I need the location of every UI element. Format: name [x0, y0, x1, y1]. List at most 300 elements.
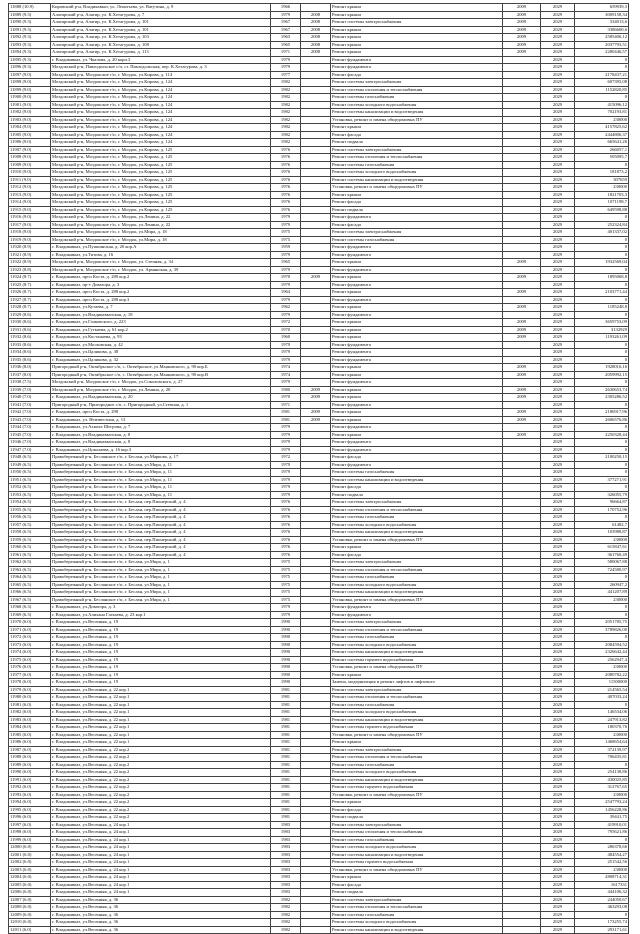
cell-row-number: 11993 (6.0): [9, 791, 51, 799]
cell-row-number: 11967 (6.5): [9, 596, 51, 604]
cell-end-year: 2029: [541, 686, 575, 694]
cell-row-number: 11914 (9.0): [9, 199, 51, 207]
cell-year-built: 1975: [271, 581, 301, 589]
cell-end-year: 2029: [541, 454, 575, 462]
cell-end-year: 2029: [541, 874, 575, 882]
cell-row-number: 11919 (9.0): [9, 236, 51, 244]
cell-cost: 247913,82: [575, 716, 629, 724]
cell-year-repaired: [301, 364, 331, 372]
cell-address: Моздокский р-н, Моздокское г/п, г. Моздок, ул.Кирова, д. 124: [51, 124, 271, 132]
cell-row-number: 11924 (8.7): [9, 274, 51, 282]
cell-work-type: Ремонт системы газоснабжения: [331, 836, 503, 844]
cell-address: г. Владикавказ, ул.Весенняя, д. 22 кор.2: [51, 806, 271, 814]
cell-end-year: 2029: [541, 266, 575, 274]
cell-row-number: 11982 (6.0): [9, 709, 51, 717]
cell-row-number: 11973 (6.0): [9, 641, 51, 649]
cell-row-number: 11912 (9.0): [9, 184, 51, 192]
cell-work-type: Ремонт фундамента: [331, 439, 503, 447]
cell-end-year: 2029: [541, 64, 575, 72]
cell-work-type: Ремонт системы отопления и теплоснабжения: [331, 904, 503, 912]
table-row: [9, 416, 629, 424]
cell-start-year: [503, 461, 541, 469]
table-row: [9, 19, 629, 27]
table-row: [9, 281, 629, 289]
cell-year-built: 1976: [271, 551, 301, 559]
cell-address: г. Владикавказ, ул.Галковского, д. 223: [51, 319, 271, 327]
cell-row-number: 11946 (7.0): [9, 439, 51, 447]
cell-year-built: 1982: [271, 86, 301, 94]
cell-year-repaired: 2008: [301, 34, 331, 42]
table-row: [9, 476, 629, 484]
cell-cost: 659939,3: [575, 4, 629, 12]
cell-start-year: [503, 529, 541, 537]
cell-address: Пригородный р-н, Пригородное с/п, с. Пригородный, ул.Степная, д. 1: [51, 401, 271, 409]
table-row: [9, 761, 629, 769]
cell-start-year: [503, 131, 541, 139]
cell-row-number: 11983 (6.0): [9, 716, 51, 724]
cell-end-year: 2029: [541, 319, 575, 327]
cell-row-number: 11960 (6.5): [9, 544, 51, 552]
cell-year-repaired: [301, 304, 331, 312]
cell-year-repaired: [301, 356, 331, 364]
cell-cost: 230000: [575, 536, 629, 544]
cell-address: г. Владикавказ, ул.Весенняя, д. 22 кор.1: [51, 716, 271, 724]
cell-year-repaired: [301, 311, 331, 319]
cell-start-year: [503, 724, 541, 732]
cell-work-type: Ремонт системы электроснабжения: [331, 146, 503, 154]
cell-end-year: 2029: [541, 821, 575, 829]
cell-work-type: Ремонт фасада: [331, 199, 503, 207]
cell-start-year: 2009: [503, 11, 541, 19]
cell-end-year: 2029: [541, 274, 575, 282]
cell-row-number: 12011 (6.0): [9, 926, 51, 934]
cell-end-year: 2029: [541, 251, 575, 259]
cell-year-built: 1979: [271, 484, 301, 492]
cell-work-type: Ремонт системы холодного водоснабжения: [331, 844, 503, 852]
cell-cost: 2585406,12: [575, 34, 629, 42]
table-row: [9, 626, 629, 634]
cell-address: г. Владикавказ, прсп Коста, д. 298: [51, 409, 271, 417]
cell-work-type: Ремонт фундамента: [331, 424, 503, 432]
cell-cost: 0: [575, 296, 629, 304]
cell-address: г. Владикавказ, ул.Весенняя, д. 22 кор.1: [51, 686, 271, 694]
table-row: [9, 529, 629, 537]
cell-year-repaired: [301, 326, 331, 334]
cell-start-year: 2009: [503, 34, 541, 42]
table-row: [9, 874, 629, 882]
cell-cost: 173255,74: [575, 919, 629, 927]
cell-year-built: 1982: [271, 919, 301, 927]
cell-year-built: 1981: [271, 709, 301, 717]
cell-start-year: [503, 439, 541, 447]
cell-row-number: 11926 (8.7): [9, 289, 51, 297]
cell-address: г. Владикавказ, прсп Коста, д. 288 кор.2: [51, 289, 271, 297]
cell-row-number: 11978 (6.0): [9, 679, 51, 687]
cell-cost: 0: [575, 401, 629, 409]
cell-row-number: 11909 (9.0): [9, 161, 51, 169]
cell-year-built: 1964: [271, 289, 301, 297]
table-row: [9, 34, 629, 42]
cell-cost: 244050,67: [575, 896, 629, 904]
cell-address: Моздокский р-н, Моздокское г/п, г. Моздок, ул.Кирова, д. 125: [51, 176, 271, 184]
cell-start-year: [503, 716, 541, 724]
cell-year-built: 1974: [271, 371, 301, 379]
cell-year-repaired: [301, 679, 331, 687]
cell-end-year: 2029: [541, 439, 575, 447]
cell-address: Правобережный р-н, Бесланское г/п, г. Беслан, ул.Мира, д. 1: [51, 596, 271, 604]
cell-year-repaired: [301, 574, 331, 582]
cell-start-year: [503, 56, 541, 64]
cell-row-number: 12004 (6.0): [9, 874, 51, 882]
cell-cost: 2186917,96: [575, 409, 629, 417]
cell-cost: 230000: [575, 664, 629, 672]
cell-row-number: 12002 (6.0): [9, 859, 51, 867]
cell-address: г. Владикавказ, ул.Весенняя, д. 19: [51, 634, 271, 642]
cell-start-year: [503, 896, 541, 904]
cell-row-number: 11889 (9.3): [9, 11, 51, 19]
cell-work-type: Ремонт фасада: [331, 881, 503, 889]
cell-work-type: Ремонт крыши: [331, 124, 503, 132]
cell-year-built: 1990: [271, 626, 301, 634]
cell-row-number: 11965 (6.5): [9, 581, 51, 589]
cell-row-number: 11999 (6.0): [9, 836, 51, 844]
cell-start-year: [503, 521, 541, 529]
cell-work-type: Ремонт системы холодного водоснабжения: [331, 641, 503, 649]
cell-cost: 407033,24: [575, 694, 629, 702]
cell-year-repaired: [301, 589, 331, 597]
cell-address: г. Владикавказ, ул.Весенняя, д. 22 кор.1: [51, 701, 271, 709]
cell-end-year: 2029: [541, 139, 575, 147]
cell-year-built: 1979: [271, 281, 301, 289]
cell-year-built: 1982: [271, 101, 301, 109]
cell-start-year: [503, 536, 541, 544]
cell-cost: 181873,2: [575, 169, 629, 177]
cell-year-repaired: [301, 371, 331, 379]
cell-cost: 1185248,8: [575, 304, 629, 312]
cell-year-repaired: [301, 461, 331, 469]
table-row: [9, 649, 629, 657]
cell-address: Моздокский р-н, Моздокское г/п, г. Моздок, ул.Ленина, д. 22: [51, 214, 271, 222]
cell-start-year: [503, 596, 541, 604]
table-row: [9, 784, 629, 792]
cell-start-year: [503, 206, 541, 214]
cell-year-built: 1979: [271, 469, 301, 477]
cell-work-type: Ремонт фундамента: [331, 341, 503, 349]
cell-year-repaired: [301, 851, 331, 859]
cell-end-year: 2029: [541, 514, 575, 522]
cell-cost: 230000: [575, 596, 629, 604]
cell-cost: 0: [575, 424, 629, 432]
cell-row-number: 11893 (9.3): [9, 41, 51, 49]
cell-address: Алагирский р-н, Алагир, ул. К.Хетагурова, д. 101: [51, 26, 271, 34]
cell-address: г. Владикавказ, ул.Весенняя, д. 22 кор.2: [51, 784, 271, 792]
cell-work-type: Установка, ремонт и замена общедомовых ПУ: [331, 184, 503, 192]
cell-cost: 230000: [575, 184, 629, 192]
cell-start-year: [503, 559, 541, 567]
cell-year-repaired: [301, 176, 331, 184]
cell-cost: 0: [575, 236, 629, 244]
cell-address: Моздокский р-н, Моздокское г/п, г. Моздок, ул.Кирова, д. 114: [51, 71, 271, 79]
cell-year-built: 1982: [271, 139, 301, 147]
cell-cost: 430025,85: [575, 776, 629, 784]
cell-address: Правобережный р-н, Бесланское г/п, г. Беслан, ул.Мира, д. 1: [51, 589, 271, 597]
cell-cost: 0: [575, 349, 629, 357]
cell-cost: 0: [575, 311, 629, 319]
cell-row-number: 11962 (6.5): [9, 559, 51, 567]
cell-work-type: Установка, ремонт и замена общедомовых ПУ: [331, 664, 503, 672]
cell-end-year: 2029: [541, 806, 575, 814]
cell-address: Правобережный р-н, Бесланское г/п, г. Беслан, ул.Мира, д. 11: [51, 461, 271, 469]
table-row: [9, 754, 629, 762]
cell-year-repaired: [301, 86, 331, 94]
cell-year-built: 1982: [271, 94, 301, 102]
cell-row-number: 12003 (6.0): [9, 866, 51, 874]
cell-work-type: Ремонт системы электроснабжения: [331, 559, 503, 567]
cell-work-type: Ремонт системы отопления и теплоснабжения: [331, 566, 503, 574]
cell-start-year: [503, 514, 541, 522]
cell-work-type: Ремонт крыши: [331, 26, 503, 34]
cell-work-type: Ремонт крыши: [331, 319, 503, 327]
cell-work-type: Ремонт фасада: [331, 131, 503, 139]
cell-year-built: 1981: [271, 731, 301, 739]
cell-address: г. Владикавказ, ул.Гугкаева, д. 61 кор.2: [51, 326, 271, 334]
cell-work-type: Ремонт крыши: [331, 386, 503, 394]
table-row: [9, 356, 629, 364]
table-row: [9, 154, 629, 162]
table-row: [9, 709, 629, 717]
table-row: [9, 371, 629, 379]
cell-cost: 484554,27: [575, 851, 629, 859]
cell-start-year: 2009: [503, 49, 541, 57]
cell-address: Моздокский р-н, Моздокское г/п, г. Моздок, ул.Кирова, д. 124: [51, 94, 271, 102]
cell-work-type: Ремонт системы газоснабжения: [331, 161, 503, 169]
cell-start-year: [503, 499, 541, 507]
cell-start-year: [503, 746, 541, 754]
cell-work-type: Ремонт крыши: [331, 799, 503, 807]
cell-cost: 0: [575, 56, 629, 64]
cell-year-built: 1983: [271, 889, 301, 897]
cell-work-type: Ремонт крыши: [331, 416, 503, 424]
cell-work-type: Ремонт крыши: [331, 394, 503, 402]
cell-year-repaired: [301, 716, 331, 724]
cell-address: г. Владикавказ, ул.Весенняя, д. 22 кор.2: [51, 814, 271, 822]
cell-address: г. Владикавказ, ул.Весенняя, д. 19: [51, 641, 271, 649]
table-row: [9, 746, 629, 754]
cell-row-number: 11895 (9.3): [9, 56, 51, 64]
cell-row-number: 11959 (6.5): [9, 536, 51, 544]
table-row: [9, 581, 629, 589]
cell-cost: 3659753,09: [575, 319, 629, 327]
cell-row-number: 11964 (6.5): [9, 574, 51, 582]
cell-year-repaired: [301, 559, 331, 567]
cell-address: г. Владикавказ, ул. Неизвестная, д. 13: [51, 416, 271, 424]
cell-year-built: 1979: [271, 64, 301, 72]
cell-start-year: [503, 859, 541, 867]
cell-cost: 702193,81: [575, 109, 629, 117]
cell-year-built: 1982: [271, 79, 301, 87]
cell-year-built: 1982: [271, 116, 301, 124]
cell-year-repaired: [301, 836, 331, 844]
table-row: [9, 791, 629, 799]
cell-start-year: [503, 581, 541, 589]
cell-address: Правобережный р-н, Бесланское г/п, г. Беслан, пер.Пионерский, д. 4: [51, 551, 271, 559]
cell-end-year: 2029: [541, 814, 575, 822]
cell-row-number: 11988 (6.0): [9, 754, 51, 762]
table-row: [9, 289, 629, 297]
cell-end-year: 2029: [541, 731, 575, 739]
cell-work-type: Ремонт фундамента: [331, 281, 503, 289]
cell-row-number: 11923 (8.8): [9, 266, 51, 274]
cell-cost: 61482,7: [575, 521, 629, 529]
cell-work-type: Установка, ремонт и замена общедомовых ПУ: [331, 536, 503, 544]
cell-year-built: 1976: [271, 161, 301, 169]
cell-start-year: [503, 619, 541, 627]
cell-row-number: 11898 (9.0): [9, 79, 51, 87]
cell-year-built: 1981: [271, 724, 301, 732]
cell-work-type: Ремонт системы электроснабжения: [331, 499, 503, 507]
cell-cost: 2305286,52: [575, 394, 629, 402]
cell-address: Правобережный р-н, Бесланское г/п, г. Беслан, ул.Мира, д. 1: [51, 574, 271, 582]
cell-year-repaired: [301, 634, 331, 642]
cell-year-built: 1967: [271, 26, 301, 34]
cell-year-built: 1971: [271, 401, 301, 409]
cell-row-number: 11888 (10.9): [9, 4, 51, 12]
cell-work-type: Ремонт системы отопления и теплоснабжения: [331, 154, 503, 162]
cell-row-number: 11899 (9.0): [9, 86, 51, 94]
cell-start-year: [503, 266, 541, 274]
cell-cost: 0: [575, 446, 629, 454]
cell-cost: 2326642,44: [575, 649, 629, 657]
cell-year-repaired: [301, 289, 331, 297]
cell-address: г. Владикавказ, ул.Весенняя, д. 24 кор.1: [51, 851, 271, 859]
cell-address: Моздокский р-н, Моздокское г/п, г. Моздок, ул.Кирова, д. 125: [51, 161, 271, 169]
cell-work-type: Ремонт подвала: [331, 491, 503, 499]
cell-start-year: [503, 694, 541, 702]
cell-start-year: [503, 761, 541, 769]
cell-start-year: [503, 236, 541, 244]
cell-end-year: 2029: [541, 41, 575, 49]
cell-year-repaired: [301, 439, 331, 447]
cell-row-number: 11963 (6.5): [9, 566, 51, 574]
cell-cost: 307659: [575, 176, 629, 184]
cell-start-year: [503, 64, 541, 72]
cell-row-number: 11931 (8.6): [9, 326, 51, 334]
cell-end-year: 2029: [541, 559, 575, 567]
cell-work-type: Ремонт системы отопления и теплоснабжения: [331, 626, 503, 634]
cell-year-built: 1981: [271, 754, 301, 762]
cell-row-number: 11940 (7.0): [9, 394, 51, 402]
cell-year-built: 1981: [271, 716, 301, 724]
cell-work-type: Ремонт системы холодного водоснабжения: [331, 169, 503, 177]
cell-year-repaired: [301, 596, 331, 604]
cell-work-type: Ремонт крыши: [331, 34, 503, 42]
cell-year-repaired: [301, 56, 331, 64]
cell-cost: 11500000: [575, 679, 629, 687]
cell-cost: 0: [575, 251, 629, 259]
cell-row-number: 11902 (9.0): [9, 109, 51, 117]
cell-year-repaired: [301, 709, 331, 717]
cell-year-built: 1977: [271, 71, 301, 79]
cell-year-built: 1981: [271, 776, 301, 784]
cell-row-number: 11942 (7.0): [9, 409, 51, 417]
cell-address: Моздокский р-н, Моздокское г/п, г. Моздок, ул.Мира, д. 18: [51, 229, 271, 237]
cell-row-number: 11945 (7.0): [9, 431, 51, 439]
cell-end-year: 2029: [541, 851, 575, 859]
cell-address: г. Владикавказ, ул.Владикавказская, д. 8: [51, 431, 271, 439]
cell-row-number: 11903 (9.0): [9, 116, 51, 124]
cell-cost: 2037793,51: [575, 41, 629, 49]
cell-year-repaired: [301, 296, 331, 304]
cell-cost: 260947,2: [575, 581, 629, 589]
cell-end-year: 2029: [541, 461, 575, 469]
cell-year-built: 1976: [271, 499, 301, 507]
cell-work-type: Ремонт системы горячего водоснабжения: [331, 859, 503, 867]
cell-row-number: 11950 (6.5): [9, 469, 51, 477]
cell-end-year: 2029: [541, 499, 575, 507]
cell-start-year: 2009: [503, 259, 541, 267]
cell-year-repaired: [301, 259, 331, 267]
cell-address: г. Владикавказ, ул.Весенняя, д. 24 кор.1: [51, 881, 271, 889]
cell-work-type: Ремонт крыши: [331, 371, 503, 379]
table-row: [9, 469, 629, 477]
cell-cost: 505095,7: [575, 154, 629, 162]
cell-end-year: 2029: [541, 116, 575, 124]
cell-year-built: 1990: [271, 679, 301, 687]
cell-start-year: [503, 311, 541, 319]
cell-end-year: 2029: [541, 79, 575, 87]
cell-year-built: 1979: [271, 461, 301, 469]
cell-row-number: 11936 (8.0): [9, 364, 51, 372]
table-row: [9, 521, 629, 529]
cell-end-year: 2029: [541, 371, 575, 379]
cell-work-type: Ремонт системы канализации и водоотведения: [331, 716, 503, 724]
cell-year-repaired: [301, 784, 331, 792]
cell-year-built: 1979: [271, 251, 301, 259]
cell-start-year: [503, 116, 541, 124]
table-row: [9, 431, 629, 439]
table-row: [9, 56, 629, 64]
cell-end-year: 2029: [541, 859, 575, 867]
cell-start-year: [503, 476, 541, 484]
cell-row-number: 11971 (6.0): [9, 626, 51, 634]
cell-cost: 377271,91: [575, 476, 629, 484]
cell-row-number: 12006 (6.0): [9, 889, 51, 897]
cell-end-year: 2029: [541, 236, 575, 244]
cell-address: Моздокский р-н, Моздокское г/п, г. Моздок, ул.Соколовского, д. 27: [51, 379, 271, 387]
cell-end-year: 2029: [541, 589, 575, 597]
cell-end-year: 2029: [541, 161, 575, 169]
table-row: [9, 386, 629, 394]
cell-year-built: 1990: [271, 649, 301, 657]
cell-row-number: 11956 (6.5): [9, 514, 51, 522]
cell-year-built: 1979: [271, 379, 301, 387]
cell-year-built: 1982: [271, 911, 301, 919]
cell-address: г. Владикавказ, ул.Весенняя, д. 24 кор.1: [51, 829, 271, 837]
cell-end-year: 2029: [541, 446, 575, 454]
cell-work-type: Установка, ремонт и замена общедомовых ПУ: [331, 731, 503, 739]
cell-address: Моздокский р-н, Моздокское г/п, г. Моздок, ул.Кирова, д. 125: [51, 146, 271, 154]
cell-end-year: 2029: [541, 176, 575, 184]
cell-address: Моздокский р-н, Моздокское г/п, г. Моздок, ул.Кирова, д. 124: [51, 86, 271, 94]
cell-year-repaired: [301, 146, 331, 154]
cell-work-type: Замена, модернизация и ремонт лифтов и лифтового: [331, 679, 503, 687]
cell-work-type: Ремонт крыши: [331, 671, 503, 679]
cell-address: Моздокский р-н, Моздокское г/п, г. Моздок, ул.Кирова, д. 124: [51, 79, 271, 87]
cell-end-year: 2029: [541, 626, 575, 634]
cell-row-number: 12001 (6.0): [9, 851, 51, 859]
cell-year-built: 1983: [271, 874, 301, 882]
cell-address: Кировский р-н, Владикавказ, ул. Леонтьева, ул. Ватутина, д. 9: [51, 4, 271, 12]
